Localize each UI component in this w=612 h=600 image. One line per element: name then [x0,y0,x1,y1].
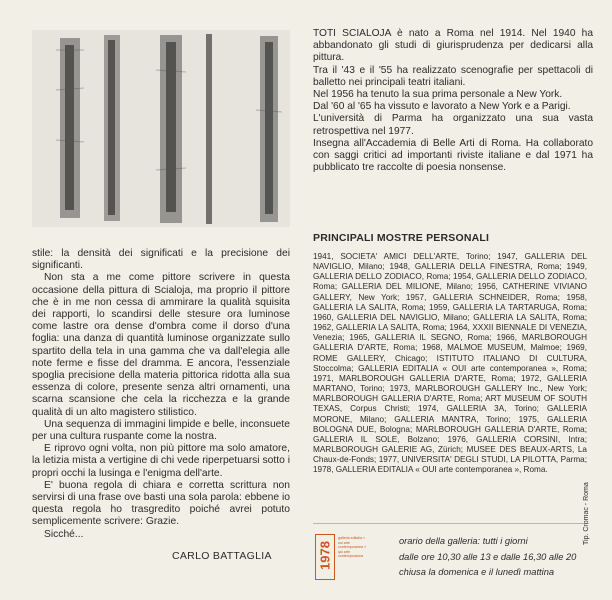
author-signature: CARLO BATTAGLIA [172,550,272,562]
hours-line: chiusa la domenica e il lunedì mattina [399,567,555,577]
critical-essay [32,248,290,541]
bio-paragraph: Tra il '43 e il '55 ha realizzato scenografie per spettacoli di balletto nei principali teatri italiani. [313,64,593,88]
artwork-strokes [32,30,290,227]
exhibitions-list: 1941, SOCIETA' AMICI DELL'ARTE, Torino; 1947, GALLERIA DEL NAVIGLIO, Milano; 1948, GALLERIA DELLA FINESTRA, Roma; 1949, GALLERIA DELLO ZODIACO, Roma; 1954, GALLERIA DELLO ZODIACO, Roma; GALLERIA DEL MILIONE, Milano; 1956, CATHERINE VIVIANO GALLERY, New York; 1957, GALLERIA SCHNEIDER, Roma; 1958, GALLERIA LA SALITA, Roma; 1959, GALLERIA LA TARTARUGA, Roma; 1960, GALLERIA DEL NAVIGLIO, Milano; GALLERIA LA SALITA, Roma; 1962, GALLERIA LA SALITA, Roma; 1964, XXXII BIENNALE DI VENEZIA, Venezia; 1965, GALLERIA IL SEGNO, Roma; 1966, MARLBOROUGH GALLERIA D'ARTE, Roma; 1968, MALMOE MUSEUM, Malmoe; 1969, ROME GALLERY, Chicago; ISTITUTO ITALIANO DI CULTURA, Stoccolma; GALLERIA EDITALIA « OUI arte contemporanea », Roma; 1971, MARLBOROUGH GALLERIA D'ARTE, Roma; 1972, GALLERIA MARTANO, Torino; 1973, MARLBOROUGH GALLERY Inc., New York; MARLBOROUGH GALLERIA D'ARTE, Roma; ART MUSEUM OF SOUTH TEXAS, Corpus Christi; 1974, GALLERIA 3A, Torino; GALLERIA MORONE, Milano; GALLERIA MANTRA, Torino; 1975, GALLERIA BOLOGNA DUE, Bologna; MARLBOROUGH GALLERIA D'ARTE, Roma; GALLERIA IL SOLE, Bolzano; 1976, GALLERIA CORSINI, Intra; MARLBOROUGH GALERIE AG, Zürich; MUSEE DES BEAUX-ARTS, La Chaux-de-Fonds; 1977, UNIVERSITA' DEGLI STUDI, LA PILOTTA, Parma; 1978, GALLERIA EDITALIA « OUI arte contemporanea », Roma. [313,252,587,475]
opening-hours [399,534,576,581]
essay-paragraph: Sicché... [44,528,84,540]
bio-paragraph: L'università di Parma ha organizzato una sua vasta retrospettiva nel 1977. [313,113,593,137]
logo-year: 1978 [317,541,333,570]
gallery-logo [315,534,367,578]
essay-paragraph: Non sta a me come pittore scrivere in questa occasione della pittura di Scialoja, ma proprio il pittore che è in me non cessa di ammirare la qualità squisita dei rapporti, lo scandirsi delle stesure ora luminose come lastre ora dense d'ombra come il dorso d'una foglia: una danza di quantità luminose organizzate sullo spartito della tela in una gamma che va dall'elegia alle note ferme e fisse del dramma. E ancora, l'essenziale spoglia precisione della materia pittorica ridotta alla sua essenza di colore, presente senza altri ornamenti, una scarna scansione che cela la ricchezza e la grande qualità di un alto magistero stilistico. [32,272,290,418]
essay-paragraph: stile: la densità dei significati e la precisione dei significanti. [32,248,290,272]
artwork-image [32,30,290,227]
bio-paragraph: Insegna all'Accademia di Belle Arti di Roma. Ha collaborato con saggi critici ad importanti riviste italiane e dal 1971 ha pubblicato tre raccolte di poesia nonsense. [313,137,593,174]
exhibitions-heading: PRINCIPALI MOSTRE PERSONALI [313,232,490,244]
hours-line: orario della galleria: tutti i giorni [399,536,528,546]
bio-paragraph: Dal '60 al '65 ha vissuto e lavorato a New York e a Parigi. [313,101,571,113]
bio-paragraph: Nel 1956 ha tenuto la sua prima personale a New York. [313,89,563,101]
logo-text: galleria editalia « oui arte contemporanea » qui arte contemporanea [338,536,366,559]
artist-biography [313,28,593,174]
essay-paragraph: E riprovo ogni volta, non più pittore ma solo amatore, la letizia mista a vertigine di chi vede riperpetuarsi sotto i propri occhi la lusinga e l'enigma dell'arte. [32,443,290,479]
bio-paragraph: TOTI SCIALOJA è nato a Roma nel 1914. Nel 1940 ha abbandonato gli studi di giurisprudenza per dedicarsi alla pittura. [313,28,593,64]
hours-line: dalle ore 10,30 alle 13 e dalle 16,30 alle 20 [399,551,577,562]
logo-year-box [315,534,335,580]
printer-credit: Tip. Cromac - Roma [583,482,590,545]
essay-paragraph: E' buona regola di chiara e corretta scrittura non servirsi di una frase ove basti una sola parola: ebbene io questa regola ho trasgredito poiché avrei potuto semplicemente scrivere: Grazie. [32,479,290,528]
essay-paragraph: Una sequenza di immagini limpide e belle, inconsuete per una cultura ruspante come la nostra. [32,418,290,443]
gallery-info [313,523,589,584]
